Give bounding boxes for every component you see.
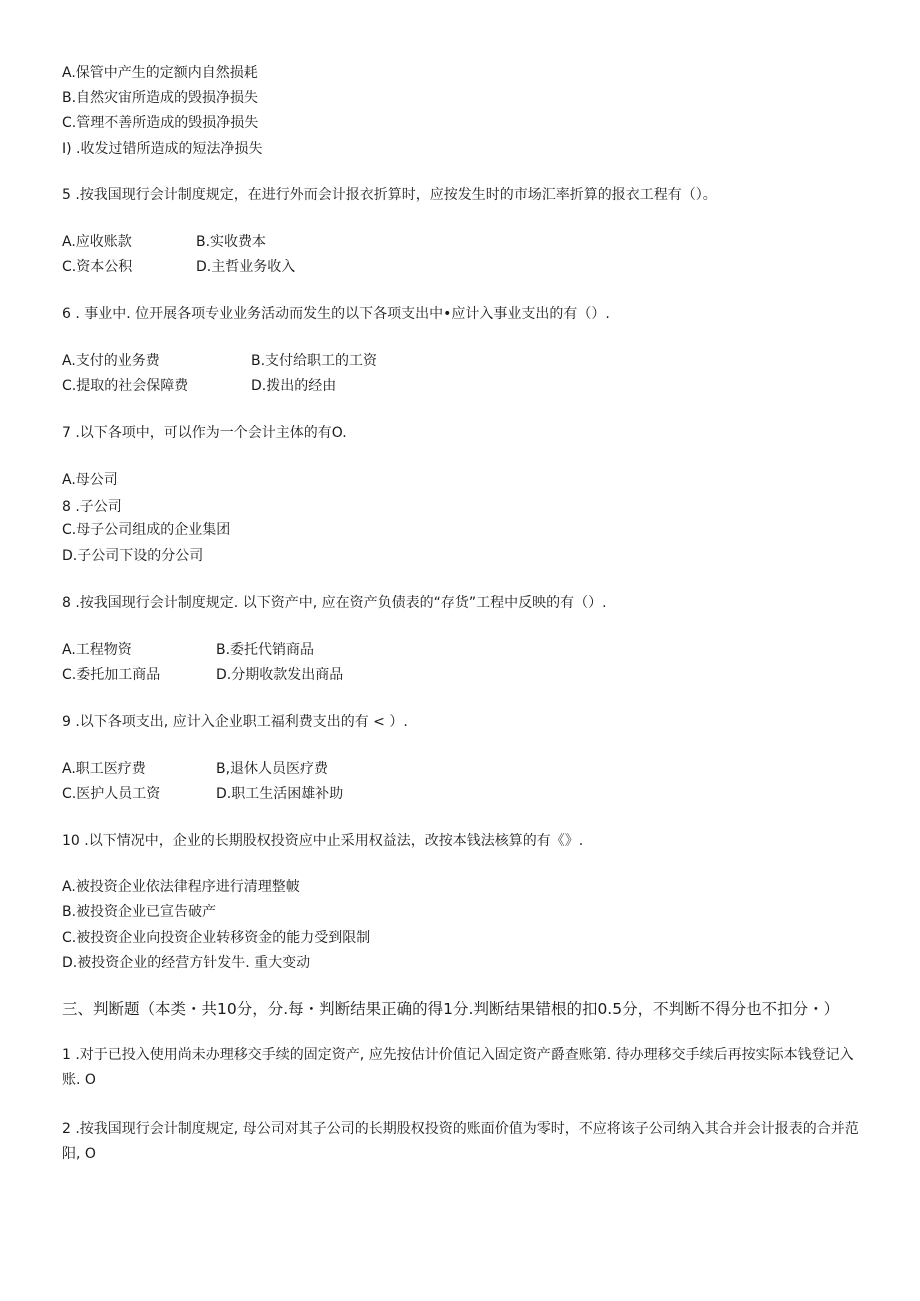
option-line: C.资本公积 [62,259,133,275]
option-line: C.管理不善所造成的毁损净损失 [62,115,259,131]
option-line: C.提取的社会保障费 [62,378,189,394]
judgement-question: 1 .对于已投入使用尚未办理移交手续的固定资产, 应先按估计价值记入固定资产爵查账第. 待办理移交手续后再按实际本钱登记入账. O [62,1047,854,1088]
option-line: B.委托代销商品 [216,642,315,658]
option-line: B.自然灾宙所造成的毁损净损失 [62,90,259,106]
question-text: 8 .按我国现行会计制度规定. 以下资产中, 应在资产负债表的“存货”工程中反映的有（）. [62,595,607,611]
option-line: A.工程物资 [62,642,132,658]
option-line: C.医护人员工资 [62,786,161,802]
judgement-question: 2 .按我国现行会计制度规定, 母公司对其子公司的长期股权投资的账面价值为零时，不应将该子公司纳入其合并会计报表的合并范阳, O [62,1121,859,1162]
option-line: B,退休人员医疗费 [216,761,329,777]
section-heading: 三、判断题（本类・共10分，分.每・判断结果正确的得1分.判断结果错根的扣0.5分，不判断不得分也不扣分・） [62,1000,840,1018]
option-line: D.子公司下设的分公司 [62,548,204,564]
question-text: 10 .以下情况中，企业的长期股权投资应中止采用权益法，改按本钱法核算的有《》. [62,833,584,849]
option-line: C.被投资企业向投资企业转移资金的能力受到限制 [62,930,371,946]
option-line: D.拨出的经由 [251,378,337,394]
option-line: D.主哲业务收入 [196,259,296,275]
option-line: C.委托加工商品 [62,667,161,683]
option-line: C.母子公司组成的企业集团 [62,522,231,538]
option-line: D.分期收款发出商品 [216,667,344,683]
question-text: 6 . 事业中. 位开展各项专业业务活动而发生的以下各项支出中•应计入事业支出的有（）. [62,306,610,322]
option-line: 8 .子公司 [62,499,122,515]
question-text: 7 .以下各项中，可以作为一个会计主体的有O. [62,425,347,441]
option-line: B.实收费本 [196,234,267,250]
option-line: A.职工医疗费 [62,761,146,777]
option-line: A.母公司 [62,472,118,488]
question-text: 9 .以下各项支出, 应计入企业职工福利费支出的有 < ）. [62,714,408,730]
question-text: 5 .按我国现行会计制度规定，在进行外而会计报衣折算时，应按发生时的市场汇率折算的报衣工程有（）。 [62,187,717,203]
option-line: D.被投资企业的经营方针发牛. 重大变动 [62,955,311,971]
option-line: A.应收账款 [62,234,132,250]
option-line: B.支付给职工的工资 [251,353,378,369]
option-line: B.被投资企业已宣告破产 [62,904,217,920]
option-line: A.被投资企业依法律程序进行清理整帔 [62,879,300,895]
option-line: D.职工生活困雄补助 [216,786,344,802]
option-line: A.保管中产生的定额内自然损耗 [62,65,258,81]
option-line: I) .收发过错所造成的短法净损失 [62,141,263,157]
option-line: A.支付的业务费 [62,353,160,369]
